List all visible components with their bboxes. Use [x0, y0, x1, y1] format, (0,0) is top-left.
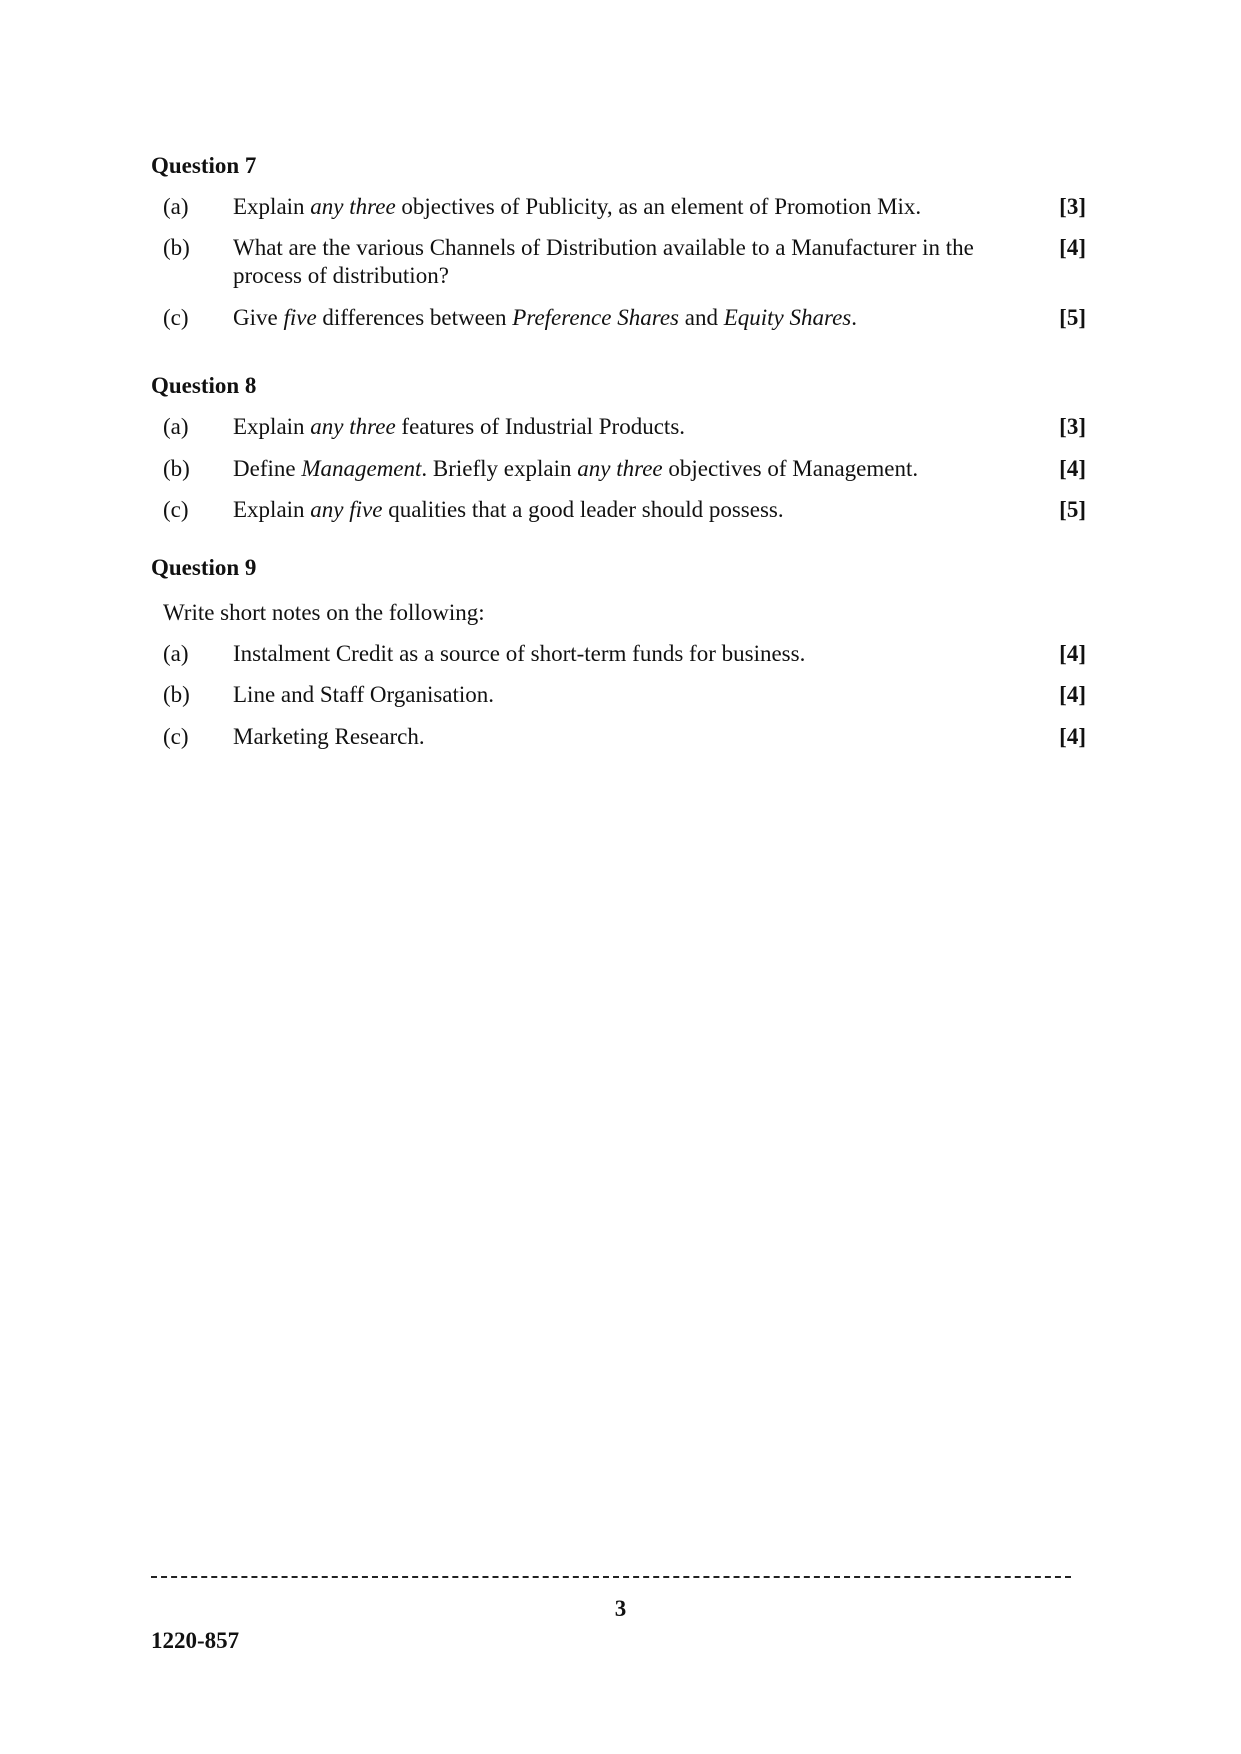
paper-code: 1220-857	[151, 1628, 240, 1653]
part-text: Give five differences between Preference Shares and Equity Shares.	[233, 305, 857, 330]
part-label: (a)	[163, 641, 189, 666]
part-text: Explain any three features of Industrial Products.	[233, 414, 686, 439]
part-text: What are the various Channels of Distribution available to a Manufacturer in the process of distribution?	[233, 235, 974, 288]
part-label: (c)	[163, 724, 189, 749]
question-title: Question 7	[151, 153, 257, 178]
part-text: Instalment Credit as a source of short-term funds for business.	[233, 641, 806, 666]
part-marks: [4]	[1059, 724, 1086, 749]
question-title: Question 9	[151, 555, 257, 580]
part-label: (c)	[163, 497, 189, 522]
part-label: (a)	[163, 194, 189, 219]
part-marks: [3]	[1059, 194, 1086, 219]
part-label: (b)	[163, 682, 190, 707]
question-title: Question 8	[151, 373, 257, 398]
part-label: (b)	[163, 235, 190, 260]
part-text: Line and Staff Organisation.	[233, 682, 495, 707]
part-marks: [5]	[1059, 305, 1086, 330]
part-marks: [5]	[1059, 497, 1086, 522]
part-text: Explain any three objectives of Publicity, as an element of Promotion Mix.	[233, 194, 922, 219]
part-text: Explain any five qualities that a good leader should possess.	[233, 497, 784, 522]
part-marks: [3]	[1059, 414, 1086, 439]
part-text: Define Management. Briefly explain any three objectives of Management.	[233, 456, 919, 481]
part-marks: [4]	[1059, 682, 1086, 707]
question-intro: Write short notes on the following:	[163, 600, 485, 625]
part-marks: [4]	[1059, 235, 1086, 260]
part-marks: [4]	[1059, 456, 1086, 481]
part-label: (a)	[163, 414, 189, 439]
footer-divider	[151, 1576, 1071, 1578]
part-text: Marketing Research.	[233, 724, 425, 749]
part-label: (c)	[163, 305, 189, 330]
page-number: 3	[614, 1596, 627, 1621]
part-marks: [4]	[1059, 641, 1086, 666]
part-label: (b)	[163, 456, 190, 481]
